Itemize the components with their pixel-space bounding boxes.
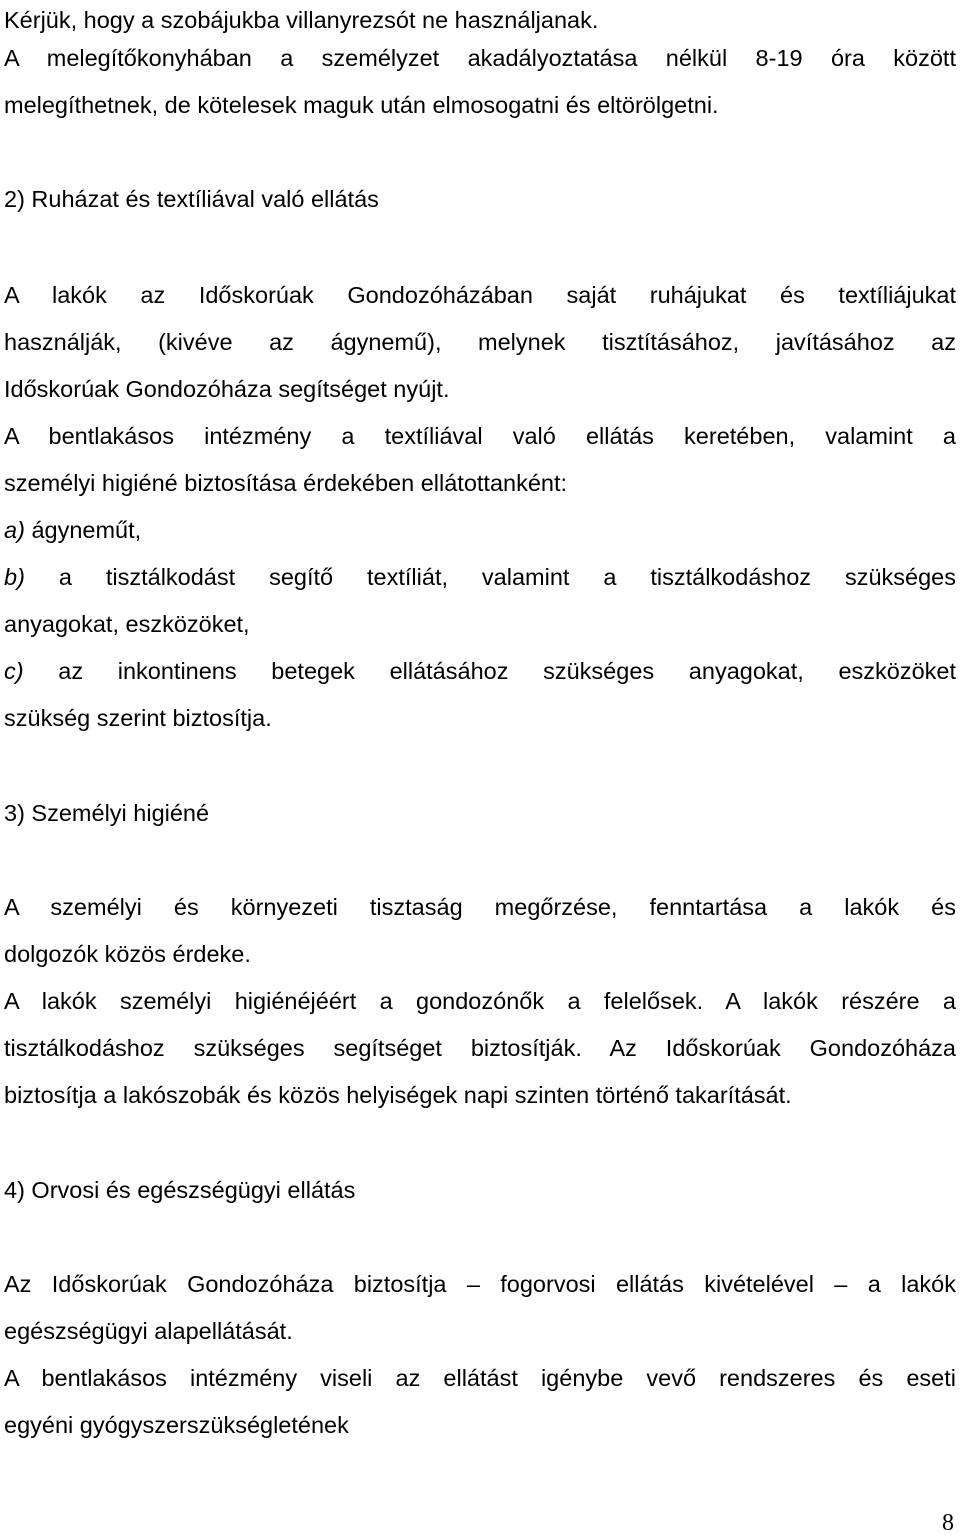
section-3-paragraph-2-line-3: biztosítja a lakószobák és közös helyiségek napi szinten történő takarítását. [4, 1082, 792, 1108]
intro-line-1: Kérjük, hogy a szobájukba villanyrezsót ne használjanak. [4, 7, 599, 33]
list-marker-c: c) [4, 658, 24, 684]
section-3-paragraph-1-line-2: dolgozók közös érdeke. [4, 941, 251, 967]
section-3-paragraph-2-line-2: tisztálkodáshoz szükséges segítséget biztosítják. Az Időskorúak Gondozóháza [4, 1035, 956, 1061]
intro-line-2: A melegítőkonyhában a személyzet akadályoztatása nélkül 8-19 óra között [4, 45, 956, 71]
section-4-paragraph-1-line-2: egészségügyi alapellátását. [4, 1318, 293, 1344]
section-3-paragraph-2-line-1: A lakók személyi higiénéjéért a gondozónők a felelősek. A lakók részére a [4, 988, 956, 1014]
section-2-paragraph-1-line-2: használják, (kivéve az ágynemű), melynek tisztításához, javításához az [4, 329, 956, 355]
section-2-paragraph-2-line-1: A bentlakásos intézmény a textíliával való ellátás keretében, valamint a [4, 423, 956, 449]
page-number: 8 [942, 1510, 954, 1536]
list-item-b-line-2: anyagokat, eszközöket, [4, 611, 250, 637]
list-item-a [4, 514, 141, 546]
section-2-heading: 2) Ruházat és textíliával való ellátás [4, 186, 379, 212]
section-3-paragraph-1-line-1: A személyi és környezeti tisztaság megőrzése, fenntartása a lakók és [4, 894, 956, 920]
list-item-c-line-2: szükség szerint biztosítja. [4, 705, 272, 731]
list-item-c-text-1: az inkontinens betegek ellátásához szükséges anyagokat, eszközöket [58, 658, 956, 684]
list-marker-b: b) [4, 564, 25, 590]
section-2-paragraph-1-line-1: A lakók az Időskorúak Gondozóházában saját ruhájukat és textíliájukat [4, 282, 956, 308]
intro-line-3: melegíthetnek, de kötelesek maguk után elmosogatni és eltörölgetni. [4, 92, 719, 118]
section-2-paragraph-1-line-3: Időskorúak Gondozóháza segítséget nyújt. [4, 376, 450, 402]
list-item-b-line-1 [4, 561, 956, 593]
section-4-heading: 4) Orvosi és egészségügyi ellátás [4, 1177, 356, 1203]
section-4-paragraph-1-line-1: Az Időskorúak Gondozóháza biztosítja – fogorvosi ellátás kivételével – a lakók [4, 1271, 956, 1297]
section-2-paragraph-2-line-2: személyi higiéné biztosítása érdekében ellátottanként: [4, 470, 568, 496]
list-item-a-text: ágyneműt, [31, 517, 142, 543]
section-3-heading: 3) Személyi higiéné [4, 800, 210, 826]
list-item-b-text-1: a tisztálkodást segítő textíliát, valamint a tisztálkodáshoz szükséges [58, 564, 956, 590]
section-4-paragraph-2-line-1: A bentlakásos intézmény viseli az ellátást igénybe vevő rendszeres és eseti [4, 1365, 956, 1391]
section-4-paragraph-2-line-2: egyéni gyógyszerszükségletének [4, 1412, 349, 1438]
list-item-c-line-1 [4, 655, 956, 687]
list-marker-a: a) [4, 517, 25, 543]
